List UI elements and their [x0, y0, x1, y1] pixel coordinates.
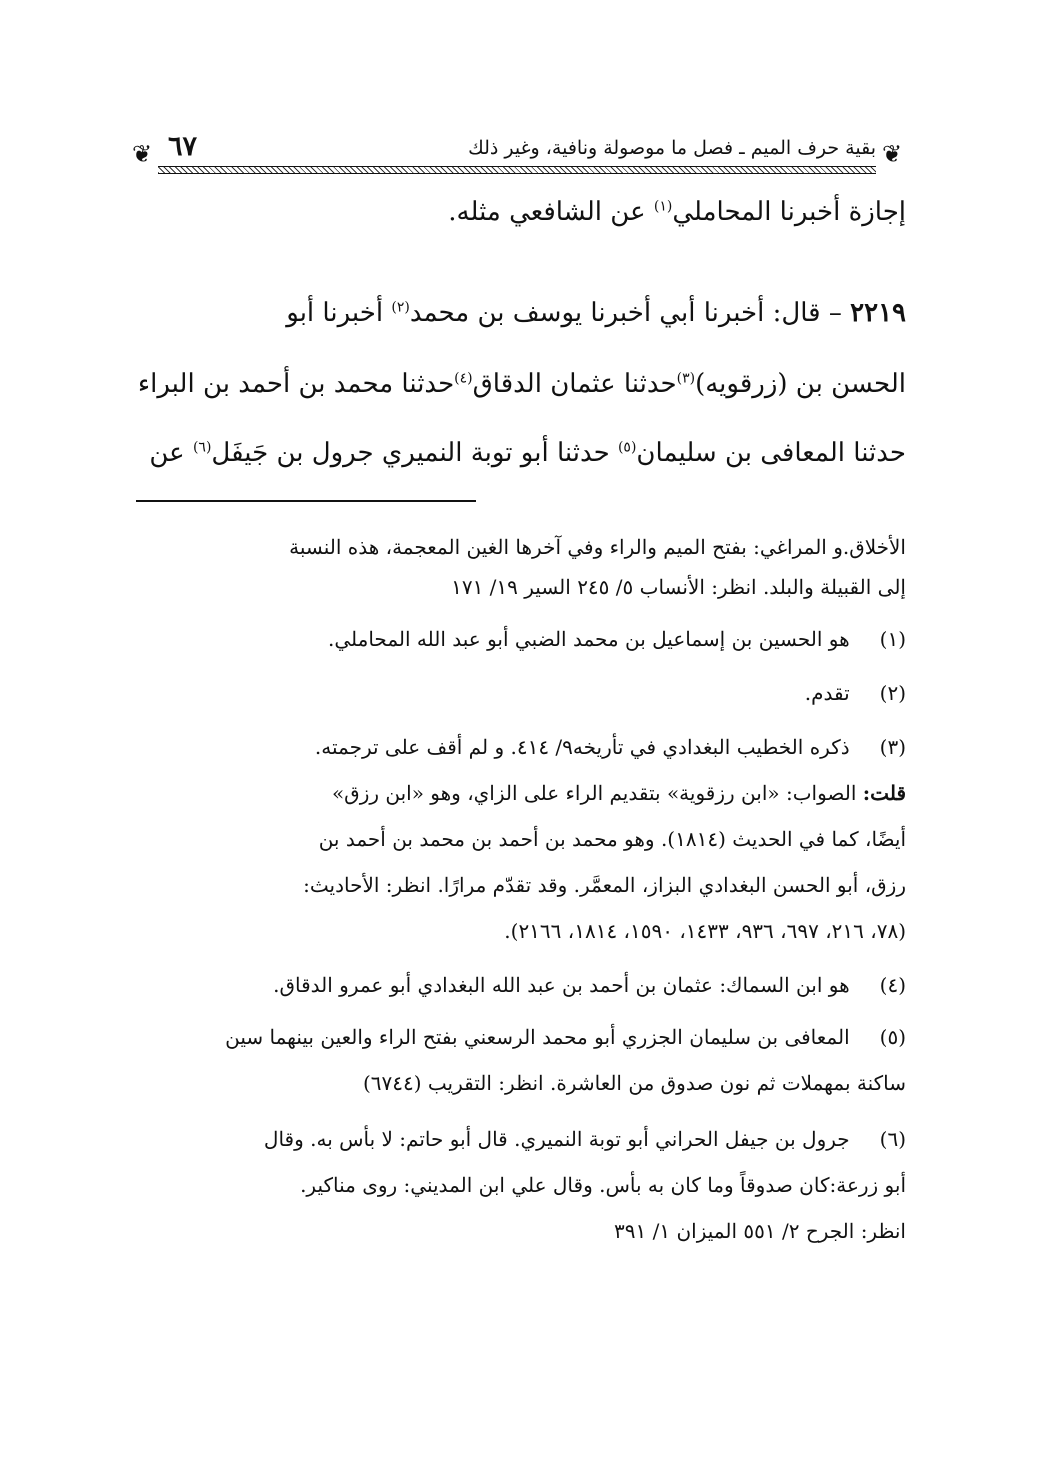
floral-ornament-icon: ❦ — [881, 140, 903, 168]
floral-ornament-icon: ❦ — [131, 140, 153, 168]
footnote-ref-1[interactable]: (١) — [653, 198, 673, 215]
running-header — [128, 126, 906, 176]
footnote-number: (٢) — [879, 681, 906, 705]
main-line-4: حدثنا المعافى بن سليمان$^{(٥)}$ حدثنا أبو توبة النميري جرول بن جَيفَل$^{(٦)}$ عن — [149, 438, 906, 468]
footnote-2: (٢) تقدم. — [136, 674, 906, 712]
footnote-6-line-c: انظر: الجرح ٢/ ٥٥١ الميزان ١/ ٣٩١ — [614, 1219, 906, 1243]
main-line-3: الحسن بن (زرقويه)$^{(٣)}$حدثنا عثمان الدقاق$^{(٤)}$حدثنا محمد بن أحمد بن البراء — [137, 369, 906, 399]
footnote-number: (٥) — [879, 1025, 906, 1049]
main-line-2: ٢٢١٩ – قال: أخبرنا أبي أخبرنا يوسف بن محمد$^{(٢)}$ أخبرنا أبو — [286, 298, 906, 328]
header-rule — [158, 166, 876, 174]
footnote-ref-3[interactable]: (٣) — [676, 370, 696, 387]
footnote-divider — [136, 500, 476, 502]
footnote-3-note: قلت: الصواب: «ابن رزقوية» بتقديم الراء على الزاي، وهو «ابن رزق» — [331, 781, 906, 805]
main-line-1: إجازة أخبرنا المحاملي$^{(١)}$ عن الشافعي مثله. — [448, 197, 906, 227]
footnote-1: (١) هو الحسين بن إسماعيل بن محمد الضبي أبو عبد الله المحاملي. — [136, 620, 906, 658]
footnote-3: (٣) ذكره الخطيب البغدادي في تأريخه٩/ ٤١٤. و لم أقف على ترجمته. — [136, 728, 906, 766]
footnote-ref-5[interactable]: (٥) — [617, 439, 637, 456]
footnote-3-line-c: أيضًا، كما في الحديث (١٨١٤). وهو محمد بن أحمد بن محمد بن أحمد بن — [318, 827, 906, 851]
footnote-6-line-b: أبو زرعة:كان صدوقاً وما كان به بأس. وقال علي ابن المديني: روى مناكير. — [300, 1173, 906, 1197]
footnote-ref-2[interactable]: (٢) — [391, 299, 410, 316]
footnote-3-line-d: رزق، أبو الحسن البغدادي البزاز، المعمَّر. وقد تقدّم مرارًا. انظر: الأحاديث: — [303, 873, 906, 897]
footnote-continuation-2: إلى القبيلة والبلد. انظر: الأنساب ٥/ ٢٤٥ السير ١٩/ ١٧١ — [451, 575, 906, 599]
footnote-continuation-1: الأخلاق.و المراغي: بفتح الميم والراء وفي آخرها الغين المعجمة، هذه النسبة — [289, 535, 906, 559]
hadith-number: ٢٢١٩ — [850, 298, 906, 328]
footnote-6: (٦) جرول بن جيفل الحراني أبو توبة النميري. قال أبو حاتم: لا بأس به. وقال — [136, 1120, 906, 1158]
note-keyword: قلت: — [862, 781, 906, 805]
footnote-divider-wrap — [136, 500, 906, 502]
footnote-number: (١) — [879, 627, 906, 651]
footnote-ref-6[interactable]: (٦) — [192, 439, 212, 456]
footnote-ref-4[interactable]: (٤) — [454, 370, 473, 387]
page-number: ٦٧ — [168, 131, 198, 162]
footnote-5: (٥) المعافى بن سليمان الجزري أبو محمد الرسعني بفتح الراء والعين بينهما سين — [136, 1018, 906, 1056]
footnote-number: (٦) — [879, 1127, 906, 1151]
footnote-4: (٤) هو ابن السماك: عثمان بن أحمد بن عبد الله البغدادي أبو عمرو الدقاق. — [136, 966, 906, 1004]
footnote-number: (٣) — [879, 735, 906, 759]
footnote-3-line-e: (٧٨، ٢١٦، ٦٩٧، ٩٣٦، ١٤٣٣، ١٥٩٠، ١٨١٤، ٢١٦٦). — [504, 919, 906, 943]
header-title: بقية حرف الميم ـ فصل ما موصولة ونافية، وغير ذلك — [468, 137, 876, 159]
footnote-5-line-b: ساكنة بمهملات ثم نون صدوق من العاشرة. انظر: التقريب (٦٧٤٤) — [362, 1071, 906, 1095]
footnote-number: (٤) — [879, 973, 906, 997]
